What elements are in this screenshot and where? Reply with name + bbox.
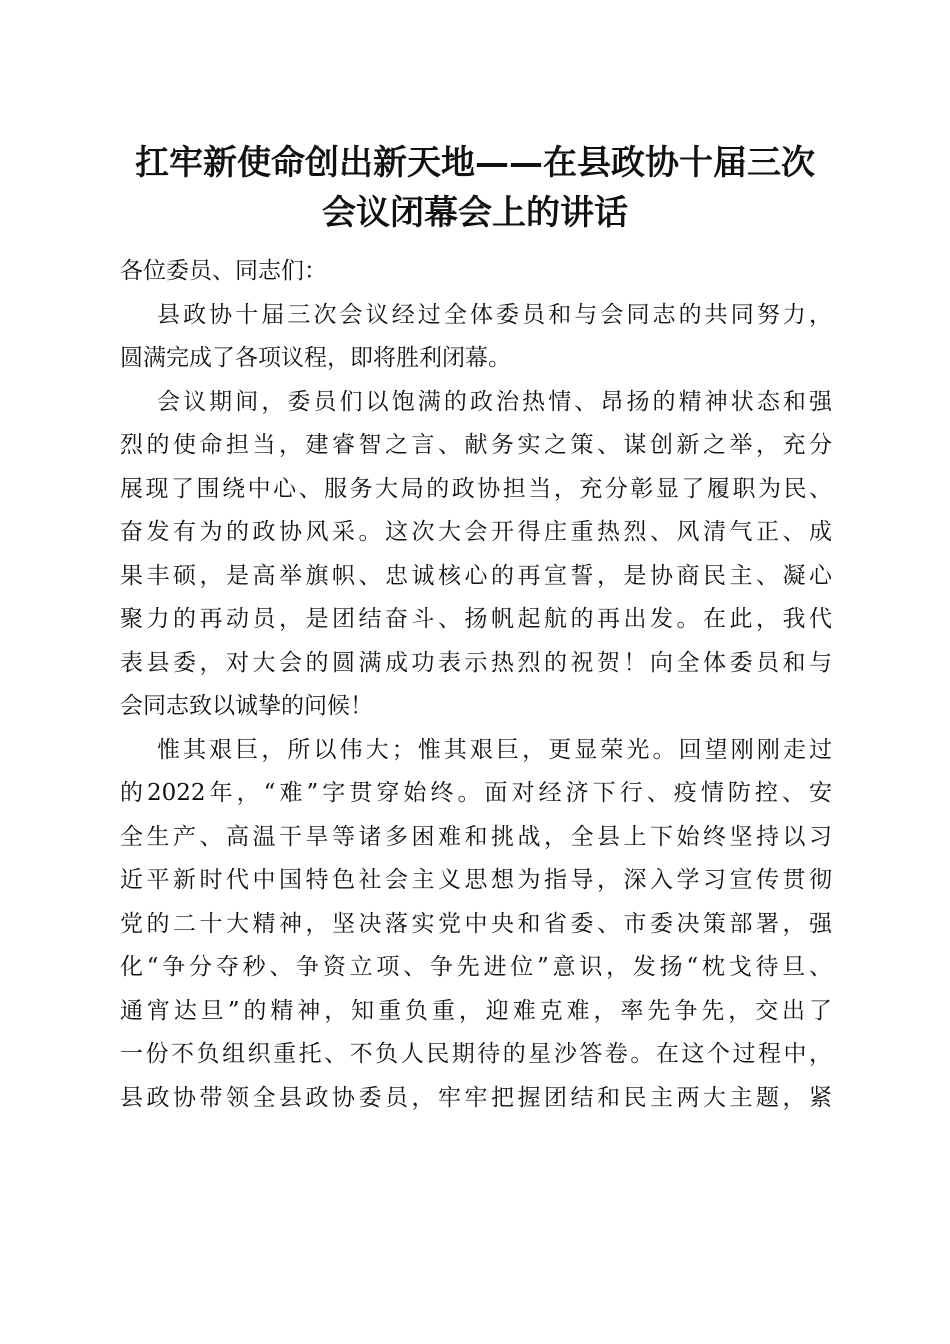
paragraph-2-line-4: 奋发有为的政协风采。这次大会开得庄重热烈、风清气正、成 (120, 519, 832, 545)
salutation: 各位委员、同志们： (120, 258, 327, 284)
paragraph-1-line-2: 圆满完成了各项议程，即将胜利闭幕。 (120, 345, 511, 371)
paragraph-2-line-7: 表县委，对大会的圆满成功表示热烈的祝贺！向全体委员和与 (120, 649, 832, 676)
paragraph-3-line-4: 近平新时代中国特色社会主义思想为指导，深入学习宣传贯彻 (120, 867, 832, 893)
paragraph-3-line-2: 的2022年，“难”字贯穿始终。面对经济下行、疫情防控、安 (120, 780, 832, 806)
paragraph-2-line-2: 烈的使命担当，建睿智之言、献务实之策、谋创新之举，充分 (120, 432, 832, 458)
paragraph-2-line-8: 会同志致以诚挚的问候！ (120, 693, 373, 719)
paragraph-2-line-5: 果丰硕，是高举旗帜、忠诚核心的再宣誓，是协商民主、凝心 (120, 562, 832, 589)
paragraph-3-line-8: 一份不负组织重托、不负人民期待的星沙答卷。在这个过程中， (120, 1041, 832, 1067)
paragraph-3-line-1: 惟其艰巨，所以伟大；惟其艰巨，更显荣光。回望刚刚走过 (157, 736, 832, 763)
paragraph-3-line-3: 全生产、高温干旱等诸多困难和挑战，全县上下始终坚持以习 (120, 823, 832, 850)
paragraph-3-line-9: 县政协带领全县政协委员，牢牢把握团结和民主两大主题，紧 (120, 1084, 832, 1111)
paragraph-3-line-5: 党的二十大精神，坚决落实党中央和省委、市委决策部署，强 (120, 910, 832, 937)
document-body (120, 250, 832, 1120)
paragraph-1-line-1: 县政协十届三次会议经过全体委员和与会同志的共同努力， (157, 301, 832, 328)
paragraph-3-line-7: 通宵达旦”的精神，知重负重，迎难克难，率先争先，交出了 (120, 997, 832, 1024)
document-title (100, 138, 850, 238)
paragraph-2-line-1: 会议期间，委员们以饱满的政治热情、昂扬的精神状态和强 (157, 388, 832, 415)
paragraph-2-line-6: 聚力的再动员，是团结奋斗、扬帆起航的再出发。在此，我代 (120, 606, 832, 632)
title-line-1: 扛牢新使命创出新天地——在县政协十届三次 (135, 143, 815, 183)
paragraph-3-line-6: 化“争分夺秒、争资立项、争先进位”意识，发扬“枕戈待旦、 (120, 954, 832, 980)
title-line-2: 会议闭幕会上的讲话 (322, 193, 628, 233)
paragraph-2-line-3: 展现了围绕中心、服务大局的政协担当，充分彰显了履职为民、 (120, 475, 832, 502)
